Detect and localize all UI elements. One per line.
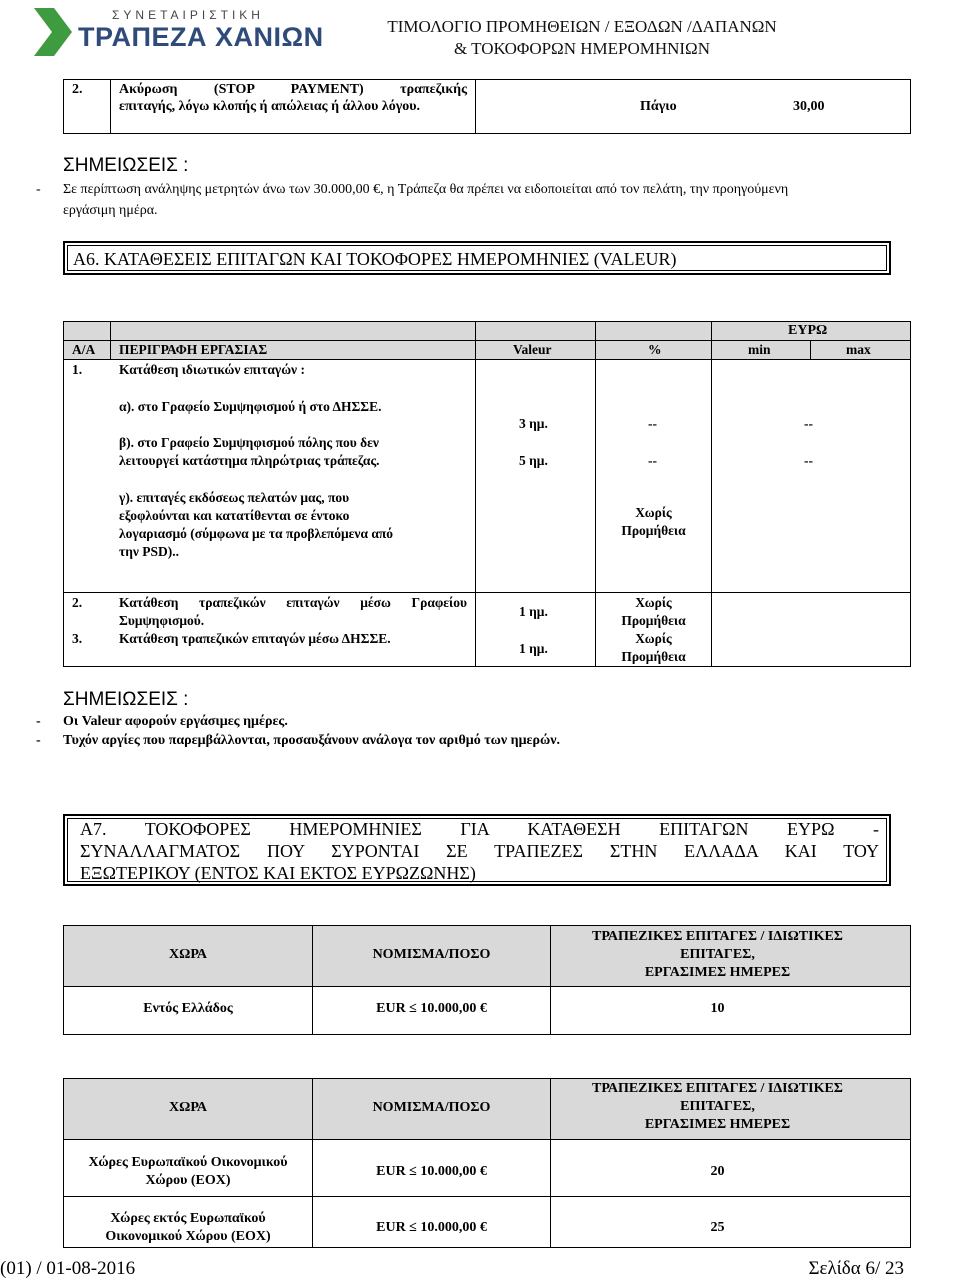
- a6-row1b-text-1: β). στο Γραφείο Συμψηφισμού πόλης που δεν: [119, 435, 379, 450]
- a7-table-2-row-divider: [63, 1196, 911, 1197]
- a6-row2-pct-1: Χωρίς: [635, 595, 672, 610]
- a7-t2-col-country: ΧΩΡΑ: [169, 1100, 207, 1115]
- a6-row2-pct-2: Προμήθεια: [621, 613, 686, 628]
- a6-row-divider: [63, 592, 911, 593]
- a7-t1-col-days-3: ΕΡΓΑΣΙΜΕΣ ΗΜΕΡΕΣ: [644, 965, 791, 980]
- top-row-number: 2.: [72, 82, 83, 97]
- a6-row2-valeur: 1 ημ.: [519, 604, 548, 619]
- footer-page-number: Σελίδα 6/ 23: [808, 1258, 904, 1279]
- notes2-bullet-2: -: [36, 733, 41, 748]
- a6-row3-pct-2: Προμήθεια: [621, 649, 686, 664]
- a7-t2-col-days-2: ΕΠΙΤΑΓΕΣ,: [680, 1099, 755, 1114]
- a7-table-2-header-bottom: [63, 1139, 911, 1140]
- notes-bullet: -: [36, 182, 41, 197]
- top-row-divider-2: [475, 79, 476, 134]
- a6-row1c-text-4: την PSD)..: [119, 544, 180, 559]
- a7-t2-row2-days: 25: [710, 1220, 725, 1235]
- a6-row1c-text-3: λογαριασμό (σύμφωνα με τα προβλεπόμενα από: [119, 526, 394, 541]
- a6-row1a-pct: --: [648, 416, 657, 431]
- a7-t1-col-currency: ΝΟΜΙΣΜΑ/ΠΟΣΟ: [372, 947, 491, 962]
- a6-row3-valeur: 1 ημ.: [519, 641, 548, 656]
- notes2-bullet-1: -: [36, 714, 41, 729]
- a6-row1b-pct: --: [648, 453, 657, 468]
- a6-row1a-valeur: 3 ημ.: [519, 416, 548, 431]
- top-row-desc-line2: επιταγής, λόγω κλοπής ή απώλειας ή άλλου λόγου.: [119, 99, 421, 114]
- a6-row1c-pct-1: Χωρίς: [635, 505, 672, 520]
- a6-header-bottom: [63, 359, 911, 360]
- a6-row1a-min: --: [804, 416, 813, 431]
- a7-table-1-header-bottom: [63, 986, 911, 987]
- a6-col-desc: ΠΕΡΙΓΡΑΦΗ ΕΡΓΑΣΙΑΣ: [119, 342, 268, 357]
- a6-vline-1: [110, 321, 111, 359]
- a7-t1-row-country: Εντός Ελλάδος: [143, 1001, 233, 1016]
- section-a7-title-line3: ΕΞΩΤΕΡΙΚΟΥ (ΕΝΤΟΣ ΚΑΙ ΕΚΤΟΣ ΕΥΡΩΖΩΝΗΣ): [80, 863, 476, 883]
- document-title-line2: & ΤΟΚΟΦΟΡΩΝ ΗΜΕΡΟΜΗΝΙΩΝ: [454, 39, 710, 58]
- a7-t2-col-currency: ΝΟΜΙΣΜΑ/ΠΟΣΟ: [372, 1100, 491, 1115]
- top-row-amount: 30,00: [793, 99, 825, 114]
- a6-row1b-text-2: λειτουργεί κατάστημα πληρώτριας τράπεζας.: [119, 453, 380, 468]
- a6-col-min: min: [748, 342, 771, 357]
- a6-row1-title: Κατάθεση ιδιωτικών επιταγών :: [119, 362, 305, 377]
- notes-line-1: Σε περίπτωση ανάληψης μετρητών άνω των 30.000,00 €, η Τράπεζα θα πρέπει να ειδοποιείται από τον πελάτη, την προηγούμενη: [63, 182, 789, 197]
- document-title-line1: ΤΙΜΟΛΟΓΙΟ ΠΡΟΜΗΘΕΙΩΝ / ΕΞΟΔΩΝ /ΔΑΠΑΝΩΝ: [387, 17, 777, 36]
- a7-t1-col-days-1: ΤΡΑΠΕΖΙΚΕΣ ΕΠΙΤΑΓΕΣ / ΙΔΙΩΤΙΚΕΣ: [592, 929, 843, 944]
- a6-vline-4: [711, 321, 712, 667]
- notes2-title: ΣΗΜΕΙΩΣΕΙΣ :: [63, 689, 189, 710]
- top-row-type: Πάγιο: [640, 99, 677, 114]
- a6-row1-number: 1.: [72, 362, 83, 377]
- top-row-divider-1: [110, 79, 111, 134]
- notes-title: ΣΗΜΕΙΩΣΕΙΣ :: [63, 155, 189, 176]
- a7-t2-row1-country-1: Χώρες Ευρωπαϊκού Οικονομικού: [88, 1155, 288, 1170]
- notes-line-2: εργάσιμη ημέρα.: [63, 203, 158, 218]
- notes2-line-2: Τυχόν αργίες που παρεμβάλλονται, προσαυξάνουν ανάλογα τον αριθμό των ημερών.: [63, 733, 560, 748]
- a6-row1c-text-1: γ). επιταγές εκδόσεως πελατών μας, που: [119, 490, 350, 505]
- a6-row3-text: Κατάθεση τραπεζικών επιταγών μέσω ΔΗΣΣΕ.: [119, 631, 391, 646]
- logo-subtitle: ΣΥΝΕΤΑΙΡΙΣΤΙΚΗ: [112, 8, 264, 22]
- a6-vline-5: [810, 340, 811, 359]
- a7-t1-row-currency: EUR ≤ 10.000,00 €: [376, 1001, 487, 1016]
- a6-col-aa: Α/Α: [72, 342, 96, 357]
- a6-col-pct: %: [648, 342, 662, 357]
- a6-header-currency: ΕΥΡΩ: [788, 323, 828, 338]
- a6-row1b-valeur: 5 ημ.: [519, 453, 548, 468]
- a6-col-max: max: [846, 342, 871, 357]
- a6-col-valeur: Valeur: [513, 342, 552, 357]
- a7-t1-col-days-2: ΕΠΙΤΑΓΕΣ,: [680, 947, 755, 962]
- a6-vline-2: [475, 321, 476, 667]
- footer-version: (01) / 01-08-2016: [0, 1258, 136, 1279]
- a7-t2-row1-country-2: Χώρου (ΕΟΧ): [145, 1173, 231, 1188]
- a7-t1-row-days: 10: [710, 1001, 725, 1016]
- bank-logo-icon: [30, 4, 76, 60]
- a6-row3-number: 3.: [72, 631, 83, 646]
- a6-header-divider: [63, 340, 911, 341]
- a7-t2-row2-country-2: Οικονομικού Χώρου (ΕΟΧ): [105, 1229, 271, 1244]
- a7-t2-row2-currency: EUR ≤ 10.000,00 €: [376, 1220, 487, 1235]
- top-row-desc-line1: Ακύρωση (STOP PAYMENT) τραπεζικής: [119, 82, 467, 97]
- a6-row2-text-1: Κατάθεση τραπεζικών επιταγών μέσω Γραφείου: [119, 595, 467, 610]
- a7-t2-col-days-1: ΤΡΑΠΕΖΙΚΕΣ ΕΠΙΤΑΓΕΣ / ΙΔΙΩΤΙΚΕΣ: [592, 1081, 843, 1096]
- a7-t2-row2-country-1: Χώρες εκτός Ευρωπαϊκού: [110, 1211, 266, 1226]
- a7-t1-col-country: ΧΩΡΑ: [169, 947, 207, 962]
- a6-row1c-text-2: εξοφλούνται και κατατίθενται σε έντοκο: [119, 508, 350, 523]
- a6-row1c-pct-2: Προμήθεια: [621, 523, 686, 538]
- a6-row1b-min: --: [804, 453, 813, 468]
- a6-row2-text-2: Συμψηφισμού.: [119, 613, 205, 628]
- a6-row3-pct-1: Χωρίς: [635, 631, 672, 646]
- a6-row2-number: 2.: [72, 595, 83, 610]
- a7-t2-row1-days: 20: [710, 1164, 725, 1179]
- section-a7-title-line1: Α7. ΤΟΚΟΦΟΡΕΣ ΗΜΕΡΟΜΗΝΙΕΣ ΓΙΑ ΚΑΤΑΘΕΣΗ ΕΠΙΤΑΓΩΝ ΕΥΡΩ -: [80, 819, 879, 839]
- section-a6-title: Α6. ΚΑΤΑΘΕΣΕΙΣ ΕΠΙΤΑΓΩΝ ΚΑΙ ΤΟΚΟΦΟΡΕΣ ΗΜΕΡΟΜΗΝΙΕΣ (VALEUR): [73, 249, 677, 269]
- a7-t2-col-days-3: ΕΡΓΑΣΙΜΕΣ ΗΜΕΡΕΣ: [644, 1117, 791, 1132]
- section-a7-title-line2: ΣΥΝΑΛΛΑΓΜΑΤΟΣ ΠΟΥ ΣΥΡΟΝΤΑΙ ΣΕ ΤΡΑΠΕΖΕΣ ΣΤΗΝ ΕΛΛΑΔΑ ΚΑΙ ΤΟΥ: [80, 841, 879, 861]
- a6-row1a-text: α). στο Γραφείο Συμψηφισμού ή στο ΔΗΣΣΕ.: [119, 399, 382, 414]
- a7-table-1-vline-1: [312, 925, 313, 1035]
- logo-title: ΤΡΑΠΕΖΑ ΧΑΝΙΩΝ: [78, 22, 324, 52]
- a7-t2-row1-currency: EUR ≤ 10.000,00 €: [376, 1164, 487, 1179]
- notes2-line-1: Οι Valeur αφορούν εργάσιμες ημέρες.: [63, 714, 288, 729]
